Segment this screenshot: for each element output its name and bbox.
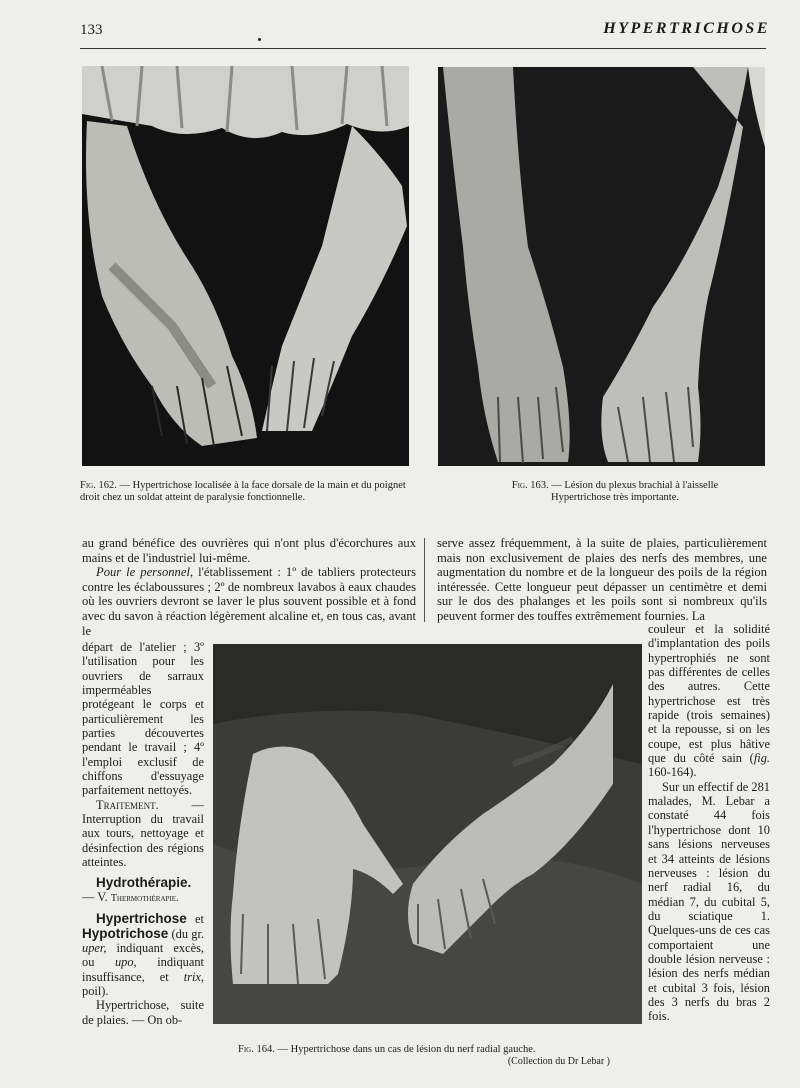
entry-hydrotherapie bbox=[82, 876, 204, 907]
figure-164-photo bbox=[213, 644, 642, 1024]
figure-164-caption bbox=[238, 1044, 638, 1068]
personnel-text: l'établissement : 1º de tabliers protecteurs contre les éclaboussures ; 2º de nombreux lavabos à eaux chaudes où les ouvriers devront se laver le plus souvent possible et à fond avec du savon à réaction légèrement alcaline et, en tous cas, avant le bbox=[82, 565, 416, 638]
right-narrow-column bbox=[648, 622, 770, 1024]
hydrotherapie-text: — V. bbox=[82, 889, 111, 904]
hydrotherapie-heading: Hydrothérapie. bbox=[96, 874, 192, 890]
couleur-text-a: couleur et la solidité d'implantation des poils hypertrophiés ne sont pas différentes de celles des autres. Cette hypertrichose est très rapide (trois semaines) et la repousse, si on les coupe, est plus hâtive que du côté sain ( bbox=[648, 622, 770, 766]
hydrotherapie-ref: Thermothérapie. bbox=[110, 892, 179, 904]
paragraph-suite-plaies: Hypertrichose, suite de plaies. — On ob- bbox=[82, 998, 204, 1027]
personnel-italic: Pour le personnel, bbox=[96, 565, 194, 580]
column-divider bbox=[424, 538, 425, 622]
traitement-text: — Interruption du travail aux tours, nettoyage et désinfection des régions atteintes. bbox=[82, 797, 204, 870]
page-number: 133 bbox=[80, 22, 103, 38]
figure-163-photo bbox=[438, 67, 765, 466]
couleur-text-b: 160-164). bbox=[648, 765, 697, 780]
paragraph-couleur bbox=[648, 622, 770, 780]
figure-162-label: Fig. 162. bbox=[80, 480, 117, 491]
paragraph-traitement bbox=[82, 798, 204, 870]
paragraph-benefice: au grand bénéfice des ouvrières qui n'ont plus d'écorchures aux mains et de l'industriel lui-même. bbox=[82, 536, 416, 565]
hypertrichose-and: et bbox=[186, 912, 204, 927]
etym-upo: upo, bbox=[114, 955, 137, 970]
left-narrow-column bbox=[82, 640, 204, 1027]
figure-164-credit: (Collection du Dr Lebar ) bbox=[507, 1056, 610, 1067]
etym-4: poil). bbox=[82, 983, 109, 998]
etym-uper: uper, bbox=[82, 940, 107, 955]
left-column-top bbox=[82, 536, 416, 638]
traitement-label: Traitement. bbox=[96, 797, 159, 812]
running-title: HYPERTRICHOSE bbox=[603, 20, 770, 37]
paragraph-depart: départ de l'atelier ; 3º l'utilisation pour les ouvriers de sarraux imperméables protégeant le corps et particulièrement les parties découvertes pendant le travail ; 4º l'emploi exclusif de chiffons d'essuyage parfaitement nettoyés. bbox=[82, 640, 204, 798]
etym-3: indiquant insuffisance, et bbox=[82, 955, 204, 984]
figure-164-text: — Hypertrichose dans un cas de lésion du nerf radial gauche. bbox=[274, 1044, 536, 1055]
paragraph-effectif: Sur un effectif de 281 malades, M. Lebar a constaté 44 fois l'hypertrichose dont 10 sans lésions nerveuses et 34 atteints de lésions nerveuses : lésion du nerf radial 16, du médian 7, du cubital 5, du sciatique 1. Quelques-uns de ces cas comportaient une double lésion nerveuse : lésion des nerfs médian et cubital 3 fois, lésion des 3 nerfs du bras 2 fois. bbox=[648, 779, 770, 1024]
etym-2: indiquant excès, ou bbox=[82, 940, 204, 970]
figure-162-photo bbox=[82, 66, 409, 466]
figure-163-caption bbox=[470, 480, 760, 504]
figure-164-label: Fig. 164. bbox=[238, 1044, 275, 1055]
header-rule bbox=[80, 48, 766, 49]
figure-162-text: — Hypertrichose localisée à la face dorsale de la main et du poignet droit chez un soldat atteint de paralysie fonctionnelle. bbox=[80, 480, 406, 503]
etym-trix: trix, bbox=[183, 969, 204, 984]
print-dot bbox=[258, 38, 261, 41]
entry-hypertrichose bbox=[82, 912, 204, 998]
etym-1: (du gr. bbox=[168, 926, 204, 941]
paragraph-observe: serve assez fréquemment, à la suite de plaies, particulièrement mais non exclusivement de plaies des nerfs des membres, une augmentation du nombre et de la longueur des poils de la région intéressée. Cette longueur peut dépasser un centimètre et demi sur le dos des phalanges et les poils sont si nombreux qu'ils peuvent former des touffes extrêmement fournies. La bbox=[437, 536, 767, 623]
figure-163-line1: — Lésion du plexus brachial à l'aisselle bbox=[548, 480, 719, 491]
figure-162-caption bbox=[80, 480, 416, 504]
figure-163-line2: Hypertrichose très importante. bbox=[551, 492, 679, 503]
hypotrichose-heading: Hypotrichose bbox=[82, 925, 169, 941]
right-column-top bbox=[437, 536, 767, 624]
paragraph-personnel bbox=[82, 565, 416, 638]
figure-163-label: Fig. 163. bbox=[511, 480, 549, 491]
couleur-fig: fig. bbox=[753, 751, 770, 766]
hypertrichose-heading: Hypertrichose bbox=[96, 911, 187, 927]
